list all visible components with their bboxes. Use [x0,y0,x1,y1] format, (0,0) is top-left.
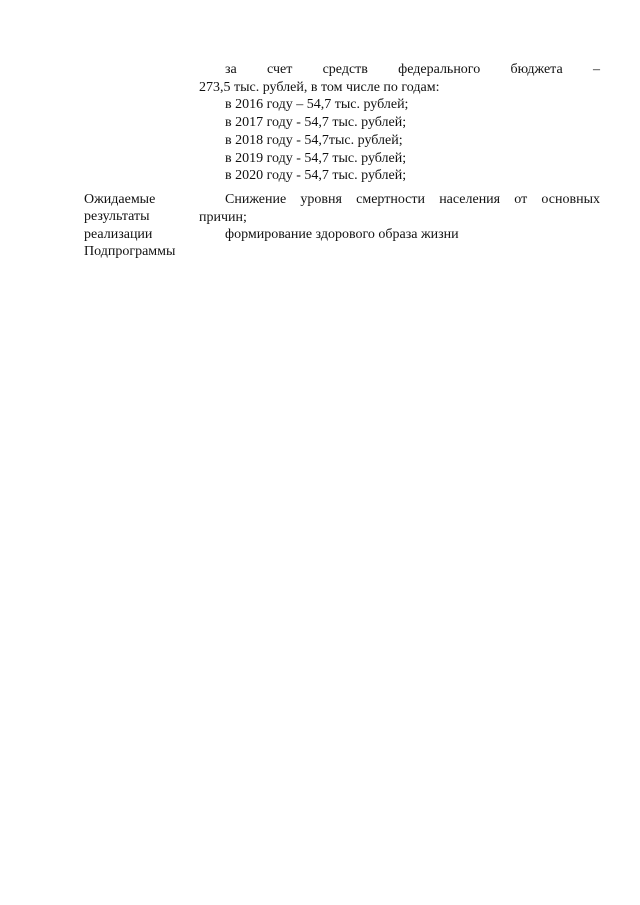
funding-word: счет [267,62,293,77]
results-continuation: причин; [199,209,247,225]
results-word: Снижение [225,192,287,207]
funding-total: 273,5 тыс. рублей, в том числе по годам: [199,79,440,95]
results-word: смертности [356,192,426,207]
results-word: уровня [300,192,342,207]
results-second-item: формирование здорового образа жизни [225,227,459,243]
results-label-line: Ожидаемые [84,192,156,207]
results-word: основных [541,192,600,207]
funding-year-2019: в 2019 году - 54,7 тыс. рублей; [225,150,407,166]
results-label-line: реализации [84,226,153,242]
funding-word: федерального [398,62,481,77]
results-label [84,191,194,261]
funding-lead-line [199,61,600,79]
funding-word: бюджета [510,62,563,77]
funding-year-2018: в 2018 году - 54,7тыс. рублей; [225,132,403,148]
funding-word: средств [322,62,368,77]
results-word: населения [439,192,501,207]
results-content [199,191,600,244]
results-first-line [199,191,600,209]
results-label-line: результаты [84,209,150,225]
funding-year-2020: в 2020 году - 54,7 тыс. рублей; [225,168,407,184]
funding-year-2016: в 2016 году – 54,7 тыс. рублей; [225,97,409,113]
funding-word: – [592,62,600,77]
funding-word: за [225,62,237,77]
results-label-line: Подпрограммы [84,244,176,260]
funding-section [199,61,600,185]
results-word: от [514,192,528,207]
funding-year-2017: в 2017 году - 54,7 тыс. рублей; [225,115,407,131]
